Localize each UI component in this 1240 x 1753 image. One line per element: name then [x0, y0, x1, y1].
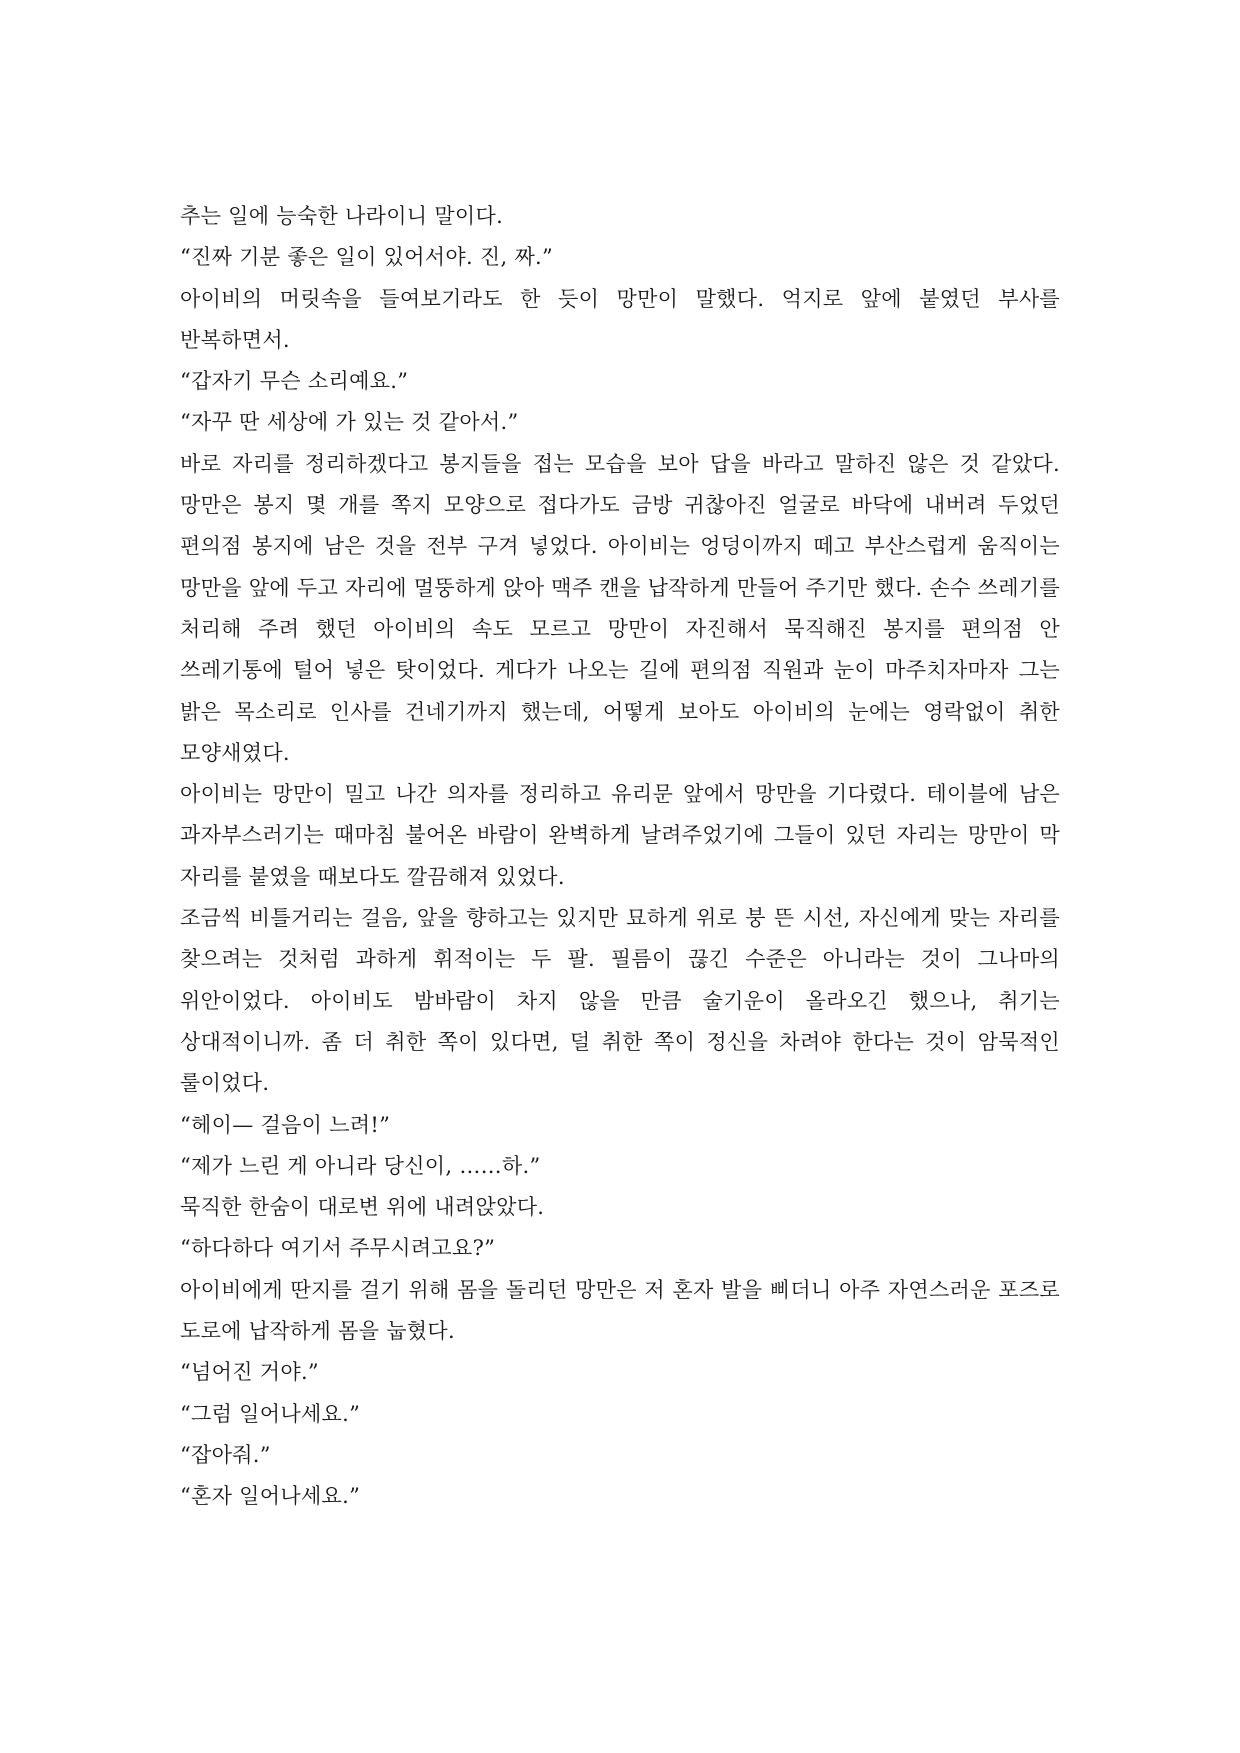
dialogue-line: “헤이— 걸음이 느려!”	[180, 1112, 391, 1137]
paragraph: 아이비의 머릿속을 들여보기라도 한 듯이 망만이 말했다. 억지로 앞에 붙였던 부사를 반복하면서.	[180, 286, 1060, 352]
dialogue-line: “갑자기 무슨 소리예요.”	[180, 369, 409, 394]
dialogue-line: “넘어진 거야.”	[180, 1360, 319, 1385]
dialogue-line: “혼자 일어나세요.”	[180, 1484, 361, 1509]
paragraph: 아이비는 망만이 밀고 나간 의자를 정리하고 유리문 앞에서 망만을 기다렸다. 테이블에 남은 과자부스러기는 때마침 불어온 바람이 완벽하게 날려주었기에 그들이 있던 자리는 망만이 막 자리를 붙였을 때보다도 깔끔해져 있었다.	[180, 782, 1060, 889]
paragraph: 조금씩 비틀거리는 걸음, 앞을 향하고는 있지만 묘하게 위로 붕 뜬 시선, 자신에게 맞는 자리를 찾으려는 것처럼 과하게 휘적이는 두 팔. 필름이 끊긴 수준은 아니라는 것이 그나마의 위안이었다. 아이비도 밤바람이 차지 않을 만큼 술기운이 올라오긴 했으나, 취기는 상대적이니까. 좀 더 취한 쪽이 있다면, 덜 취한 쪽이 정신을 차려야 한다는 것이 암묵적인 룰이었다.	[180, 906, 1060, 1096]
dialogue-line: “진짜 기분 좋은 일이 있어서야. 진, 짜.”	[180, 245, 554, 270]
dialogue-line: “그럼 일어나세요.”	[180, 1401, 361, 1426]
paragraph: 바로 자리를 정리하겠다고 봉지들을 접는 모습을 보아 답을 바라고 말하진 않은 것 같았다. 망만은 봉지 몇 개를 쪽지 모양으로 접다가도 금방 귀찮아진 얼굴로 바닥에 내버려 두었던 편의점 봉지에 남은 것을 전부 구겨 넣었다. 아이비는 엉덩이까지 떼고 부산스럽게 움직이는 망만을 앞에 두고 자리에 멀뚱하게 앉아 맥주 캔을 납작하게 만들어 주기만 했다. 손수 쓰레기를 처리해 주려 했던 아이비의 속도 모르고 망만이 자진해서 묵직해진 봉지를 편의점 안 쓰레기통에 털어 넣은 탓이었다. 게다가 나오는 길에 편의점 직원과 눈이 마주치자마자 그는 밝은 목소리로 인사를 건네기까지 했는데, 어떻게 보아도 아이비의 눈에는 영락없이 취한 모양새였다.	[180, 451, 1060, 765]
paragraph: 추는 일에 능숙한 나라이니 말이다.	[180, 204, 504, 228]
dialogue-line: “잡아줘.”	[180, 1442, 271, 1467]
dialogue-line: “하다하다 여기서 주무시려고요?”	[180, 1236, 496, 1261]
dialogue-line: “제가 느린 게 아니라 당신이, ……하.”	[180, 1153, 541, 1178]
paragraph: 묵직한 한숨이 대로변 위에 내려앉았다.	[180, 1195, 545, 1220]
paragraph: 아이비에게 딴지를 걸기 위해 몸을 돌리던 망만은 저 혼자 발을 삐더니 아주 자연스러운 포즈로 도로에 납작하게 몸을 눕혔다.	[180, 1277, 1060, 1344]
body-text	[180, 196, 1060, 1518]
dialogue-line: “자꾸 딴 세상에 가 있는 것 같아서.”	[180, 410, 519, 435]
